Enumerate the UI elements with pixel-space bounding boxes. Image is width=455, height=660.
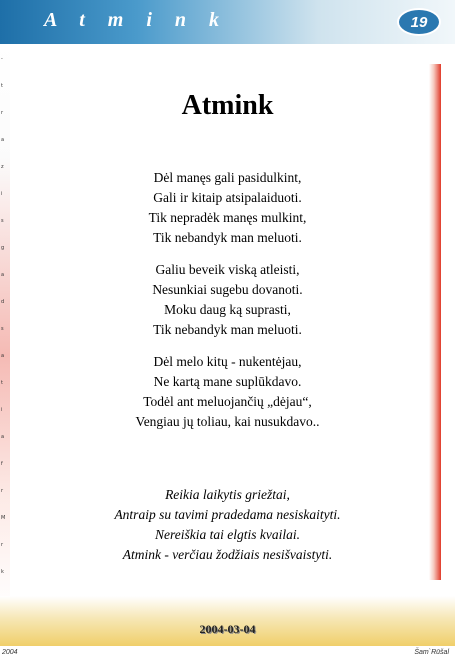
margin-mark: a — [1, 137, 5, 143]
stanza — [0, 168, 455, 248]
margin-mark: g — [1, 245, 5, 251]
margin-mark: s — [1, 218, 4, 224]
footer-author: Šam`Rūšal — [414, 649, 449, 656]
header-bar — [0, 0, 455, 44]
poem-title: Atmink — [181, 90, 274, 121]
page-number-badge: 19 — [397, 8, 441, 36]
poem-line: Galiu beveik viską atleisti, — [155, 262, 300, 277]
margin-mark: t — [1, 380, 3, 386]
margin-mark: d — [1, 299, 5, 305]
poem-line: Nesunkiai sugebu dovanoti. — [152, 282, 303, 297]
margin-mark: M — [1, 515, 6, 521]
poem-line: Gali ir kitaip atsipalaiduoti. — [153, 190, 302, 205]
poem-line: Todėl ant meluojančių „dėjau“, — [143, 394, 312, 409]
poem-line: Dėl manęs gali pasidulkint, — [153, 170, 302, 185]
poem-line: Tik nebandyk man meluoti. — [153, 230, 302, 245]
poem-line: Tik nepradėk manęs mulkint, — [148, 210, 307, 225]
poem-line: Tik nebandyk man meluoti. — [153, 322, 302, 337]
stanza — [0, 260, 455, 340]
poem-line: Vengiau jų toliau, kai nusukdavo.. — [135, 414, 320, 429]
poem-line: Dėl melo kitų - nukentėjau, — [153, 354, 302, 369]
footer-year: 2004 — [2, 649, 18, 656]
closing-line: Antraip su tavimi pradedama nesiskaityti. — [114, 507, 341, 522]
margin-mark: r — [1, 110, 4, 116]
poem-line: Ne kartą mane suplūkdavo. — [153, 374, 302, 389]
closing-line: Nereiškia tai elgtis kvailai. — [155, 527, 300, 542]
margin-mark: f — [1, 461, 3, 467]
margin-mark: i — [1, 191, 3, 197]
margin-mark: k — [1, 569, 4, 575]
margin-mark: t — [1, 83, 3, 89]
closing-stanza — [0, 485, 455, 565]
margin-mark: a — [1, 272, 5, 278]
margin-mark: - — [1, 56, 3, 62]
margin-mark: a — [1, 434, 5, 440]
margin-mark: r — [1, 488, 4, 494]
margin-mark: r — [1, 542, 4, 548]
footer-band — [0, 596, 455, 646]
closing-line: Atmink - verčiau žodžiais nesišvaistyti. — [122, 547, 333, 562]
margin-mark: i — [1, 407, 3, 413]
poem-body — [0, 168, 455, 444]
margin-mark: z — [1, 164, 4, 170]
stanza — [0, 352, 455, 432]
header-title: A t m i n k — [44, 9, 229, 31]
footer-date: 2004-03-04 — [199, 622, 256, 636]
closing-line: Reikia laikytis griežtai, — [165, 487, 290, 502]
margin-mark: a — [1, 353, 5, 359]
margin-mark: s — [1, 326, 4, 332]
poem-line: Moku daug ką suprasti, — [164, 302, 291, 317]
